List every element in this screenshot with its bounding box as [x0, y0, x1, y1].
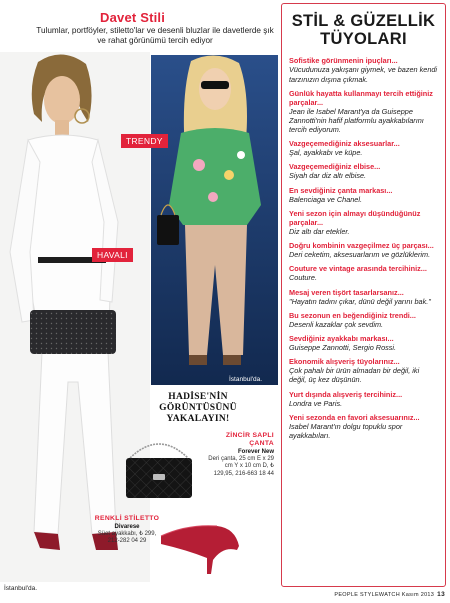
tip-question: Ekonomik alışveriş tüyolarınız...: [289, 357, 400, 367]
tip-answer: Vücudunuza yakışanı giymek, ve bazen kendi tarzınızın dışına çıkmak.: [289, 65, 438, 84]
tip-question: Sevdiğiniz ayakkabı markası...: [289, 334, 394, 344]
tips-panel: [281, 3, 446, 587]
tip-answer: Deri ceketim, aksesuarlarım ve gözlüklerim.: [289, 250, 431, 260]
tip-answer: Diz altı dar etekler.: [289, 227, 350, 237]
tip-item: [289, 56, 438, 83]
product-shoe-brand: Divarese: [114, 523, 140, 530]
tip-item: [289, 89, 438, 135]
tip-answer: Balenciaga ve Chanel.: [289, 194, 363, 204]
tip-item: [289, 241, 438, 259]
tip-question: Bu sezonun en beğendiğiniz trendi...: [289, 310, 416, 320]
tip-item: [289, 288, 438, 306]
tip-item: [289, 186, 438, 204]
tip-item: [289, 334, 438, 352]
tip-answer: Guiseppe Zannotti, Sergio Rossi.: [289, 343, 397, 353]
tip-item: [289, 413, 438, 440]
tip-item: [289, 139, 438, 157]
product-bag-brand: Forever New: [237, 448, 274, 455]
tip-answer: Şal, ayakkabı ve küpe.: [289, 148, 363, 158]
tip-answer: Couture.: [289, 273, 317, 283]
tip-question: Günlük hayatta kullanmayı tercih ettiğiniz parçalar...: [289, 88, 433, 107]
product-shoe-info: [94, 515, 160, 546]
tip-question: Vazgeçemediğiniz aksesuarlar...: [289, 139, 400, 149]
tip-item: [289, 264, 438, 282]
quilted-bag-image: [118, 434, 200, 504]
tip-question: Doğru kombinin vazgeçilmez üç parçası...: [289, 241, 434, 251]
tip-question: Yeni sezon için almayı düşündüğünüz parçalar...: [289, 208, 421, 227]
havali-tag: HAVALI: [92, 248, 133, 262]
tip-answer: Siyah dar diz altı elbise.: [289, 171, 367, 181]
tips-panel-title: STİL & GÜZELLİK TÜYOLARI: [291, 12, 436, 49]
tip-answer: Çok pahalı bir ürün almadan bir değil, iki değil, üç kez düşünün.: [289, 366, 420, 385]
tip-question: Mesaj veren tişört tasarlarsanız...: [289, 287, 404, 297]
tip-question: Vazgeçemediğiniz elbise...: [289, 162, 381, 172]
tip-question: En sevdiğiniz çanta markası...: [289, 185, 393, 195]
tip-answer: Londra ve Paris.: [289, 398, 343, 408]
photo-caption-right: İstanbul'da.: [229, 376, 263, 383]
product-bag-details: Deri çanta, 25 cm E x 29 cm Y x 10 cm D, ₺ 129,95, 216-663 18 44: [208, 455, 274, 477]
tip-answer: Desenli kazaklar çok sevdim.: [289, 319, 384, 329]
product-bag-info: [204, 432, 274, 478]
photo-caption-left: İstanbul'da.: [4, 585, 38, 592]
tip-question: Yeni sezonda en favori aksesuarınız...: [289, 412, 420, 422]
magazine-issue: PEOPLE STYLEWATCH Kasım 2013: [334, 592, 435, 598]
page-number: 13: [437, 591, 445, 598]
tip-item: [289, 209, 438, 236]
tip-answer: "Hayatın tadını çıkar, dünü değil yarını bak.": [289, 296, 431, 306]
catch-the-look-heading: HADİSE'NİN GÖRÜNTÜSÜNÜ YAKALAYIN!: [159, 392, 237, 424]
tip-question: Sofistike görünmenin ipuçları...: [289, 56, 398, 66]
page-footer: [283, 591, 445, 598]
product-bag-title: ZİNCİR SAPLI ÇANTA: [225, 432, 274, 447]
section-title: Davet Stili: [100, 10, 166, 25]
tip-question: Couture ve vintage arasında tercihiniz...: [289, 264, 427, 274]
product-shoe-title: RENKLİ STİLETTO: [94, 515, 160, 522]
photo-floral-blouse: [151, 55, 278, 385]
tip-item: [289, 357, 438, 384]
tip-item: [289, 162, 438, 180]
red-stiletto-image: [157, 516, 243, 578]
tip-item: [289, 390, 438, 408]
trendy-tag: TRENDY: [121, 134, 168, 148]
product-shoe-details: Süet ayakkabı, ₺ 299, 212-282 04 29: [97, 530, 157, 545]
tip-answer: Jean ile Isabel Marant'ya da Guiseppe Zannotti'nin hafif platformlu ayakkabılarını tercih ediyorum.: [289, 106, 424, 135]
tip-question: Yurt dışında alışveriş tercihiniz...: [289, 389, 403, 399]
tip-answer: Isabel Marant'ın dolgu topuklu spor ayakkabıları.: [289, 421, 403, 440]
tip-item: [289, 311, 438, 329]
section-subtitle: Tulumlar, portföyler, stiletto'lar ve desenli bluzlar ile davetlerde şık ve rahat görünümü tercih ediyor: [36, 26, 274, 45]
